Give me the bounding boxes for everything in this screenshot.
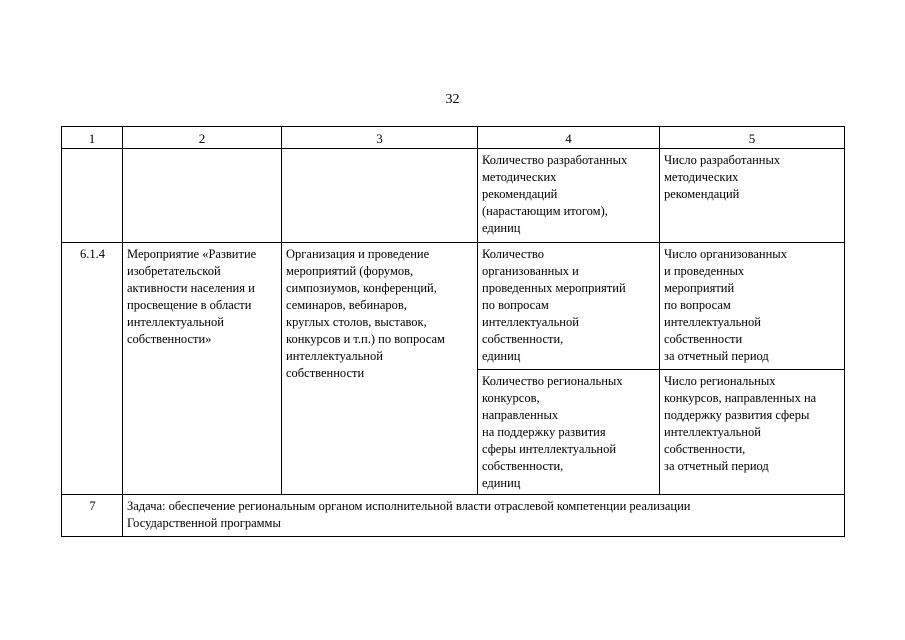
text-line: Мероприятие «Развитие	[127, 247, 257, 261]
text-line: симпозиумов, конференций,	[286, 281, 437, 295]
text-line: Организация и проведение	[286, 247, 430, 261]
text-line: собственности,	[482, 459, 564, 473]
text-line: интеллектуальной	[286, 349, 383, 363]
text-line: единиц	[482, 349, 521, 363]
text-line: Количество региональных	[482, 374, 623, 388]
text-line: Задача: обеспечение региональным органом исполнительной власти отраслевой компетенции реализации	[127, 499, 691, 513]
text-line: активности населения и	[127, 281, 255, 295]
text-line: интеллектуальной	[482, 315, 579, 329]
indicator-definition-cell	[660, 149, 845, 243]
text-line: по вопросам	[664, 298, 731, 312]
text-line: собственности	[286, 366, 365, 380]
text-line: конкурсов,	[482, 391, 540, 405]
empty-cell	[123, 149, 282, 243]
text-line: конкурсов и т.п.) по вопросам	[286, 332, 445, 346]
table-row	[62, 149, 845, 243]
text-line: интеллектуальной	[127, 315, 224, 329]
text-line: Число разработанных	[664, 153, 781, 167]
header-row	[62, 127, 845, 149]
text-line: сферы интеллектуальной	[482, 442, 617, 456]
text-line: конкурсов, направленных на	[664, 391, 817, 405]
text-line: рекомендаций	[482, 187, 558, 201]
text-line: интеллектуальной	[664, 315, 761, 329]
text-line: собственности,	[482, 332, 564, 346]
text-line: собственности»	[127, 332, 212, 346]
text-line: Число региональных	[664, 374, 776, 388]
text-line: собственности,	[664, 442, 746, 456]
indicator-cell	[478, 149, 660, 243]
indicator-definition-cell	[660, 243, 845, 370]
text-line: поддержку развития сферы	[664, 408, 810, 422]
text-line: методических	[482, 170, 557, 184]
activity-cell	[123, 243, 282, 495]
text-line: Государственной программы	[127, 516, 281, 530]
text-line: организованных и	[482, 264, 579, 278]
description-cell	[282, 243, 478, 495]
indicator-definition-cell	[660, 370, 845, 495]
text-line: интеллектуальной	[664, 425, 761, 439]
text-line: просвещение в области	[127, 298, 252, 312]
table-row	[62, 243, 845, 370]
text-line: за отчетный период	[664, 349, 769, 363]
text-line: и проведенных	[664, 264, 745, 278]
table-row	[62, 495, 845, 537]
text-line: единиц	[482, 221, 521, 235]
text-line: собственности	[664, 332, 743, 346]
text-line: круглых столов, выставок,	[286, 315, 427, 329]
item-number: 6.1.4	[62, 243, 123, 495]
header-col-5: 5	[660, 127, 845, 149]
indicator-cell	[478, 370, 660, 495]
item-number: 7	[62, 495, 123, 537]
text-line: Число организованных	[664, 247, 787, 261]
text-line: единиц	[482, 476, 521, 490]
program-table	[61, 126, 845, 537]
text-line: Количество разработанных	[482, 153, 628, 167]
header-col-3: 3	[282, 127, 478, 149]
text-line: изобретательской	[127, 264, 221, 278]
header-col-4: 4	[478, 127, 660, 149]
text-line: методических	[664, 170, 739, 184]
header-col-2: 2	[123, 127, 282, 149]
page-number: 32	[445, 92, 460, 107]
text-line: мероприятий	[664, 281, 735, 295]
indicator-cell	[478, 243, 660, 370]
empty-cell	[62, 149, 123, 243]
text-line: Количество	[482, 247, 544, 261]
header-col-1: 1	[62, 127, 123, 149]
text-line: по вопросам	[482, 298, 549, 312]
text-line: направленных	[482, 408, 559, 422]
text-line: рекомендаций	[664, 187, 740, 201]
text-line: за отчетный период	[664, 459, 769, 473]
text-line: на поддержку развития	[482, 425, 606, 439]
task-cell	[123, 495, 845, 537]
text-line: проведенных мероприятий	[482, 281, 626, 295]
text-line: (нарастающим итогом),	[482, 204, 608, 218]
empty-cell	[282, 149, 478, 243]
text-line: семинаров, вебинаров,	[286, 298, 407, 312]
text-line: мероприятий (форумов,	[286, 264, 414, 278]
